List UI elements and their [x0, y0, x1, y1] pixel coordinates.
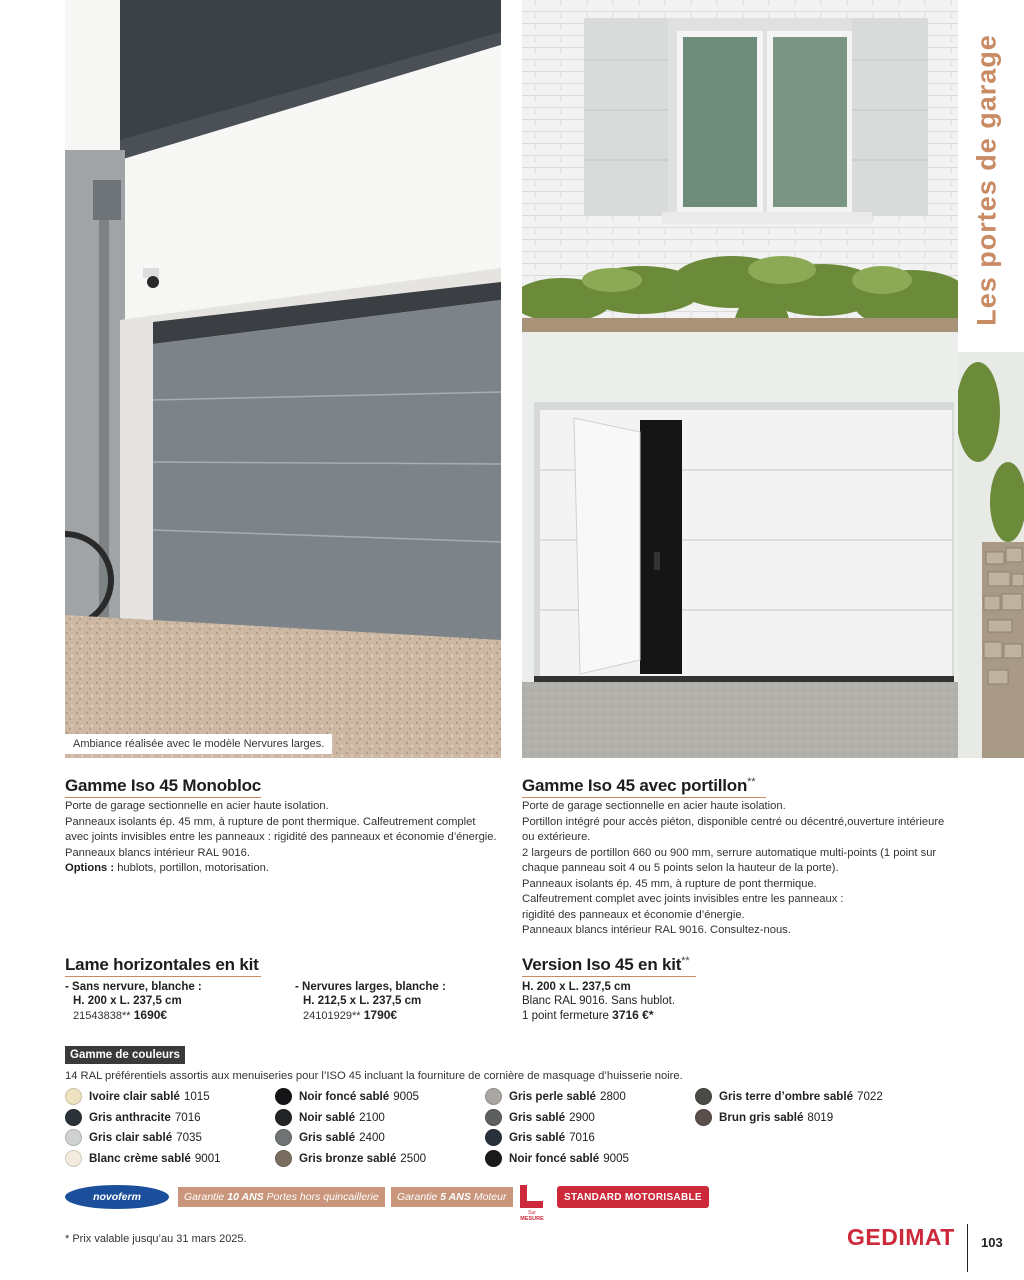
colour-swatch: [65, 1109, 82, 1126]
colour-swatch: [65, 1088, 82, 1105]
portillon-line: Panneaux blancs intérieur RAL 9016. Consultez-nous.: [522, 924, 791, 936]
colour-swatch: [65, 1150, 82, 1167]
portillon-line: Porte de garage sectionnelle en acier haute isolation.: [522, 800, 786, 812]
kit-item-ribbed: [295, 980, 446, 1023]
colour-code: 2500: [400, 1151, 427, 1165]
kit-item-ref: 24101929**: [303, 1010, 361, 1022]
colour-name: Blanc crème sablé: [89, 1151, 191, 1165]
colour-code: 7016: [569, 1130, 595, 1144]
monobloc-description: [65, 799, 497, 877]
colour-code: 7016: [174, 1110, 201, 1124]
portillon-line: chaque panneau soit 4 ou 5 points selon la hauteur de la porte).: [522, 862, 839, 874]
portillon-line: ou extérieure.: [522, 831, 591, 843]
monobloc-options-text: hublots, portillon, motorisation.: [114, 862, 269, 874]
colour-name: Gris sablé: [299, 1130, 356, 1144]
kit-underline: [65, 976, 261, 977]
version-kit-line2: Blanc RAL 9016. Sans hublot.: [522, 995, 676, 1007]
kit-item-name: - Sans nervure, blanche :: [65, 981, 202, 993]
photo-monobloc-door: [65, 0, 501, 758]
colour-item: [695, 1087, 883, 1105]
colour-name: Noir foncé sablé: [509, 1151, 600, 1165]
measure-top-text: Sur: [528, 1210, 536, 1216]
kit-item-dims: H. 200 x L. 237,5 cm: [73, 995, 182, 1007]
guarantee-pre: Garantie: [397, 1191, 438, 1203]
colour-code: 2900: [569, 1110, 595, 1124]
colour-name: Noir foncé sablé: [299, 1089, 390, 1103]
colour-code: 8019: [807, 1110, 834, 1124]
colour-code: 9005: [393, 1089, 419, 1103]
guarantee-doors-badge: [178, 1187, 385, 1207]
kit-item-plain: [65, 980, 202, 1023]
monobloc-line: avec joints invisibles entre les panneaux : rigidité des panneaux et économie d’énergie.: [65, 831, 497, 843]
price-footnote: * Prix valable jusqu’au 31 mars 2025.: [65, 1233, 247, 1245]
colour-code: 2100: [359, 1110, 385, 1124]
page-number: 103: [981, 1235, 1003, 1250]
photo-caption: Ambiance réalisée avec le modèle Nervures larges.: [65, 734, 332, 754]
colour-item: [275, 1108, 385, 1126]
colour-swatch: [275, 1150, 292, 1167]
colour-swatch: [65, 1129, 82, 1146]
colour-code: 7022: [857, 1089, 883, 1103]
colour-item: [65, 1128, 202, 1146]
colour-swatch: [275, 1109, 292, 1126]
kit-item-ref: 21543838**: [73, 1010, 131, 1022]
colour-swatch: [485, 1129, 502, 1146]
version-kit-dims: H. 200 x L. 237,5 cm: [522, 981, 631, 993]
colour-item: [275, 1087, 419, 1105]
colour-item: [275, 1128, 385, 1146]
colour-item: [485, 1128, 595, 1146]
colours-intro: 14 RAL préférentiels assortis aux menuiseries pour l’ISO 45 incluant la fourniture de cornière de masquage d’huisserie noire.: [65, 1070, 683, 1082]
portillon-line: rigidité des panneaux et économie d’énergie.: [522, 908, 745, 921]
portillon-line: Panneaux isolants ép. 45 mm, à rupture de pont thermique.: [522, 877, 817, 890]
portillon-line: Portillon intégré pour accès piéton, disponible centré ou décentré,ouverture intérieure: [522, 815, 945, 828]
colour-name: Ivoire clair sablé: [89, 1089, 180, 1103]
version-kit-price: 3716 €*: [612, 1008, 654, 1022]
guarantee-scope: Portes hors quincaillerie: [266, 1191, 379, 1203]
kit-item-dims: H. 212,5 x L. 237,5 cm: [303, 995, 422, 1007]
colour-code: 9005: [603, 1151, 629, 1165]
colour-swatch: [695, 1109, 712, 1126]
portillon-line: Calfeutrement complet avec joints invisibles entre les panneaux :: [522, 893, 844, 905]
guarantee-scope: Moteur: [473, 1191, 507, 1203]
guarantee-years: 10 ANS: [227, 1191, 264, 1203]
version-kit-title: [522, 955, 689, 975]
colour-name: Gris perle sablé: [509, 1089, 596, 1103]
page-separator: [967, 1224, 968, 1272]
colour-name: Brun gris sablé: [719, 1110, 804, 1124]
kit-title: Lame horizontales en kit: [65, 955, 259, 974]
colour-name: Noir sablé: [299, 1110, 356, 1124]
guarantee-years: 5 ANS: [440, 1191, 471, 1203]
kit-item-name: - Nervures larges, blanche :: [295, 981, 446, 993]
colour-name: Gris sablé: [509, 1130, 566, 1144]
version-kit-title-text: Version Iso 45 en kit: [522, 955, 682, 974]
measure-bottom-text: MESURE: [520, 1216, 544, 1221]
portillon-underline: [522, 797, 766, 798]
made-to-measure-icon: [517, 1183, 547, 1221]
version-kit-details: [522, 980, 675, 1023]
portillon-title-text: Gamme Iso 45 avec portillon: [522, 776, 748, 795]
colour-item: [275, 1149, 426, 1167]
colour-item: [485, 1108, 595, 1126]
novoferm-logo: novoferm: [65, 1185, 169, 1209]
portillon-title: [522, 776, 755, 796]
colour-name: Gris bronze sablé: [299, 1151, 397, 1165]
colour-swatch: [485, 1150, 502, 1167]
section-side-title: Les portes de garage: [971, 34, 1002, 326]
colour-swatch: [275, 1129, 292, 1146]
colour-name: Gris sablé: [509, 1110, 566, 1124]
colours-label: Gamme de couleurs: [65, 1046, 185, 1064]
monobloc-options-label: Options :: [65, 862, 115, 874]
guarantee-pre: Garantie: [184, 1191, 225, 1203]
monobloc-underline: [65, 797, 261, 798]
colour-name: Gris clair sablé: [89, 1130, 173, 1144]
colour-code: 2400: [359, 1130, 385, 1144]
photo-stone-wall: [958, 352, 1024, 758]
colour-name: Gris terre d’ombre sablé: [719, 1089, 854, 1103]
version-kit-line3: 1 point fermeture: [522, 1010, 613, 1022]
colour-item: [65, 1087, 210, 1105]
portillon-line: 2 largeurs de portillon 660 ou 900 mm, serrure automatique multi-points (1 point sur: [522, 846, 937, 859]
colour-item: [65, 1108, 201, 1126]
version-kit-title-sup: **: [681, 955, 690, 967]
guarantee-motor-badge: [391, 1187, 513, 1207]
colour-code: 9001: [194, 1151, 221, 1165]
colour-swatch: [485, 1088, 502, 1105]
colour-name: Gris anthracite: [89, 1110, 171, 1124]
kit-item-price: 1690€: [133, 1008, 168, 1022]
kit-item-price: 1790€: [363, 1008, 398, 1022]
gedimat-logo: GEDIMAT: [847, 1224, 955, 1250]
standard-motorisable-badge: STANDARD MOTORISABLE: [557, 1186, 709, 1208]
portillon-title-sup: **: [747, 776, 756, 788]
colour-swatch: [275, 1088, 292, 1105]
colour-item: [695, 1108, 833, 1126]
colour-code: 1015: [183, 1089, 210, 1103]
colour-code: 7035: [176, 1130, 202, 1144]
monobloc-line: Porte de garage sectionnelle en acier haute isolation.: [65, 800, 329, 812]
colour-swatch: [485, 1109, 502, 1126]
colour-item: [485, 1087, 626, 1105]
colour-swatch: [695, 1088, 712, 1105]
photo-portillon-door: [522, 0, 958, 758]
colour-item: [65, 1149, 221, 1167]
monobloc-line: Panneaux isolants ép. 45 mm, à rupture de pont thermique. Calfeutrement complet: [65, 815, 476, 828]
monobloc-title: Gamme Iso 45 Monobloc: [65, 776, 262, 795]
version-kit-underline: [522, 976, 696, 977]
monobloc-line: Panneaux blancs intérieur RAL 9016.: [65, 846, 250, 859]
portillon-description: [522, 799, 944, 939]
colour-code: 2800: [600, 1089, 626, 1103]
colour-item: [485, 1149, 629, 1167]
